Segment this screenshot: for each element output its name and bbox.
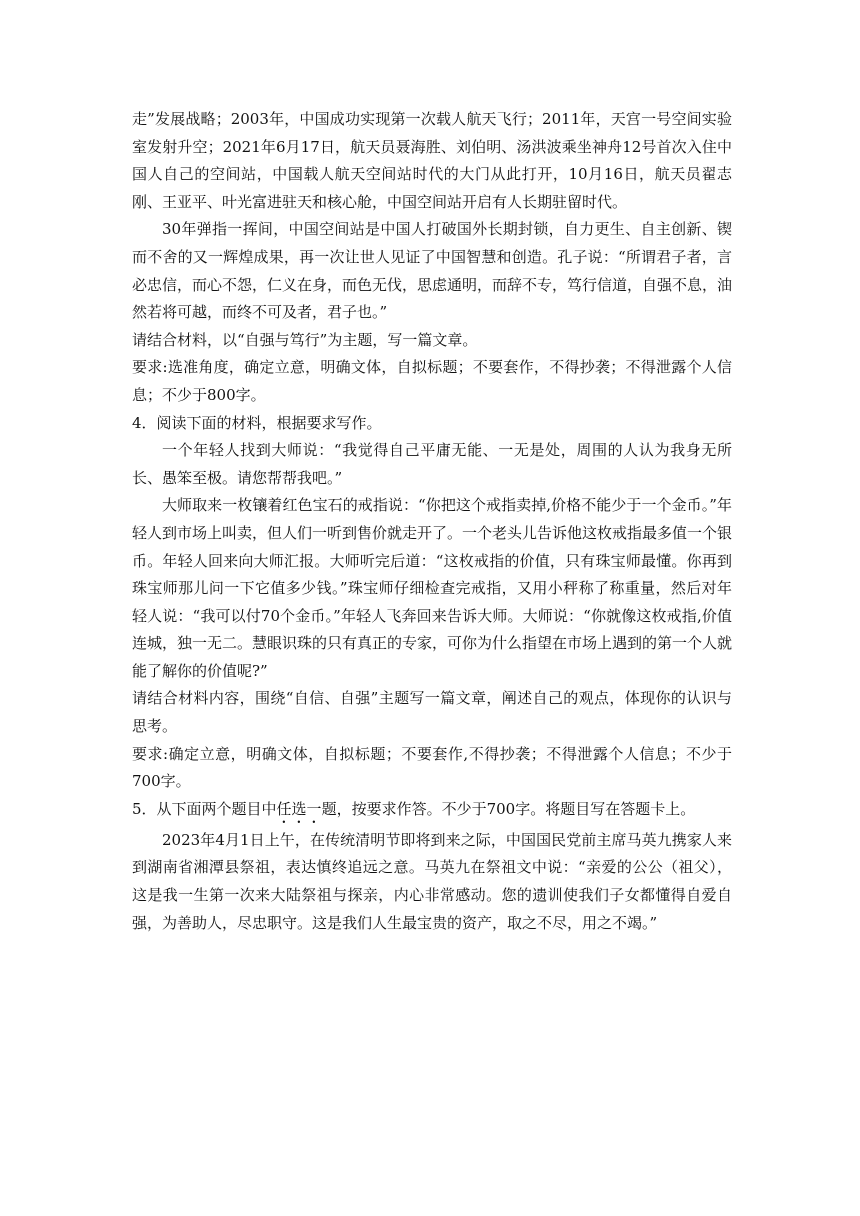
- q4-material-paragraph: 大师取来一枚镶着红色宝石的戒指说：“你把这个戒指卖掉,价格不能少于一个金币。”年轻人到市场上叫卖，但人们一听到售价就走开了。一个老头儿告诉他这枚戒指最多值一个银币。年轻人回来向大师汇报。大师听完后道：“这枚戒指的价值，只有珠宝师最懂。你再到珠宝师那儿问一下它值多少钱。”珠宝师仔细检查完戒指，又用小秤称了称重量，然后对年轻人说：“我可以付70个金币。”年轻人飞奔回来告诉大师。大师说：“你就像这枚戒指,价值连城，独一无二。慧眼识珠的只有真正的专家，可你为什么指望在市场上遇到的第一个人就能了解你的价值呢?”: [132, 496, 733, 680]
- q5-heading-text: 题，按要求作答。不少于700字。将题目写在答题卡上。: [321, 799, 696, 818]
- document-body: [132, 106, 732, 937]
- q4-heading: 4．阅读下面的材料，根据要求写作。: [132, 413, 382, 432]
- q4-material-paragraph: 一个年轻人找到大师说：“我觉得自己平庸无能、一无是处，周围的人认为我身无所长、愚笨至极。请您帮帮我吧。”: [132, 441, 732, 487]
- q5-material-paragraph: 2023年4月1日上午，在传统清明节即将到来之际，中国国民党前主席马英九携家人来到湖南省湘潭县祭祖，表达慎终追远之意。马英九在祭祖文中说：“亲爱的公公（祖父），这是我一生第一次来大陆祭祖与探亲，内心非常感动。您的遗训使我们子女都懂得自爱自强，为善助人，尽忠职守。这是我们人生最宝贵的资产，取之不尽，用之不竭。”: [132, 830, 732, 932]
- confucius-paragraph: 30年弹指一挥间，中国空间站是中国人打破国外长期封锁，自力更生、自主创新、锲而不舍的又一辉煌成果，再一次让世人见证了中国智慧和创造。孔子说：“所谓君子者，言必忠信，而心不怨，仁义在身，而色无伐，思虑通明，而辞不专，笃行信道，自强不息，油然若将可越，而终不可及者，君子也。”: [132, 220, 733, 322]
- q5-heading-text: 5．从下面两个题目中: [132, 799, 277, 818]
- continuation-paragraph: 走”发展战略；2003年，中国成功实现第一次载人航天飞行；2011年，天宫一号空间实验室发射升空；2021年6月17日，航天员聂海胜、刘伯明、汤洪波乘坐神舟12号首次入住中国人自己的空间站，中国载人航天空间站时代的大门从此打开，10月16日，航天员翟志刚、王亚平、叶光富进驻天和核心舱，中国空间站开启有人长期驻留时代。: [132, 110, 732, 211]
- q4-task: 请结合材料内容，围绕“自信、自强”主题写一篇文章，阐述自己的观点，体现你的认识与思考。: [132, 689, 732, 736]
- q4-requirements: 要求:确定立意，明确文体，自拟标题；不要套作,不得抄袭；不得泄露个人信息；不少于700字。: [132, 744, 732, 791]
- q3-task: 请结合材料，以“自强与笃行”为主题，写一篇文章。: [132, 330, 478, 349]
- q5-heading: [132, 796, 732, 827]
- q3-requirements: 要求:选准角度，确定立意，明确文体，自拟标题；不要套作，不得抄袭；不得泄露个人信息；不少于800字。: [132, 358, 732, 404]
- q5-heading-emphasis: 任选一: [276, 799, 322, 818]
